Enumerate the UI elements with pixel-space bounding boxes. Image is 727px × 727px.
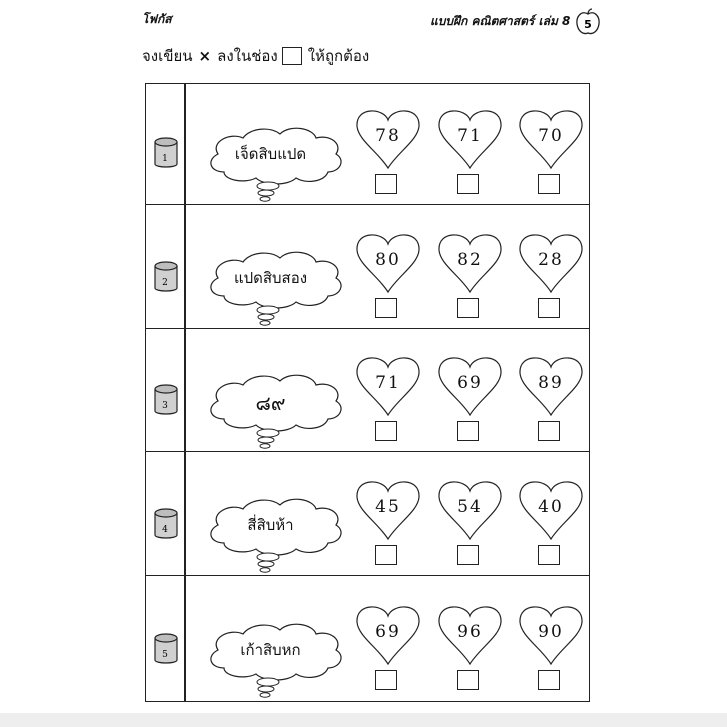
can-icon xyxy=(153,260,179,298)
exercise-row xyxy=(146,208,589,329)
option-number: 82 xyxy=(457,250,483,270)
can-icon xyxy=(153,507,179,545)
answer-checkbox[interactable] xyxy=(538,545,560,565)
instruction-middle: ลงในช่อง xyxy=(217,47,278,65)
answer-checkbox[interactable] xyxy=(375,670,397,690)
option-number: 80 xyxy=(375,250,401,270)
row-number: 1 xyxy=(162,154,168,164)
exercise-row xyxy=(146,331,589,452)
row-number: 2 xyxy=(162,278,168,288)
answer-checkbox[interactable] xyxy=(538,298,560,318)
option-number: 40 xyxy=(538,497,564,517)
row-number: 3 xyxy=(162,401,168,411)
can-icon xyxy=(153,383,179,421)
answer-checkbox[interactable] xyxy=(538,174,560,194)
sample-box-icon xyxy=(282,47,302,65)
number-prompt: เก้าสิบหก xyxy=(240,641,301,659)
book-title: แบบฝึก คณิตศาสตร์ เล่ม 8 xyxy=(430,14,571,28)
option-number: 69 xyxy=(375,622,401,642)
answer-checkbox[interactable] xyxy=(457,421,479,441)
number-prompt: เจ็ดสิบแปด xyxy=(234,145,307,163)
exercise-row xyxy=(146,455,589,576)
answer-checkbox[interactable] xyxy=(457,298,479,318)
left-margin xyxy=(0,0,104,727)
option-number: 28 xyxy=(538,250,564,270)
can-icon xyxy=(153,632,179,670)
option-number: 69 xyxy=(457,373,483,393)
answer-checkbox[interactable] xyxy=(457,545,479,565)
answer-checkbox[interactable] xyxy=(375,421,397,441)
row-number: 5 xyxy=(162,650,168,660)
apple-page-icon xyxy=(575,8,601,40)
option-number: 45 xyxy=(375,497,401,517)
option-number: 89 xyxy=(538,373,564,393)
row-number: 4 xyxy=(162,525,168,535)
right-margin xyxy=(623,0,727,727)
number-prompt: ๘๙ xyxy=(255,391,286,415)
exercise-row xyxy=(146,84,589,205)
page-number: 5 xyxy=(584,18,592,31)
answer-checkbox[interactable] xyxy=(375,174,397,194)
option-number: 71 xyxy=(457,126,483,146)
option-number: 54 xyxy=(457,497,483,517)
x-mark-symbol: × xyxy=(198,47,212,65)
exercise-row xyxy=(146,580,589,701)
option-number: 71 xyxy=(375,373,401,393)
instruction-prefix: จงเขียน xyxy=(142,47,193,65)
option-number: 90 xyxy=(538,622,564,642)
answer-checkbox[interactable] xyxy=(375,545,397,565)
number-prompt: แปดสิบสอง xyxy=(233,269,308,287)
instruction xyxy=(142,44,369,68)
can-icon xyxy=(153,136,179,174)
option-number: 70 xyxy=(538,126,564,146)
answer-checkbox[interactable] xyxy=(375,298,397,318)
answer-checkbox[interactable] xyxy=(457,174,479,194)
instruction-suffix: ให้ถูกต้อง xyxy=(307,47,370,65)
answer-checkbox[interactable] xyxy=(538,670,560,690)
brand-label: โฟกัส xyxy=(142,12,172,26)
bottom-margin xyxy=(0,713,727,727)
number-prompt: สี่สิบห้า xyxy=(247,516,294,534)
answer-checkbox[interactable] xyxy=(457,670,479,690)
answer-checkbox[interactable] xyxy=(538,421,560,441)
option-number: 96 xyxy=(457,622,483,642)
option-number: 78 xyxy=(375,126,401,146)
